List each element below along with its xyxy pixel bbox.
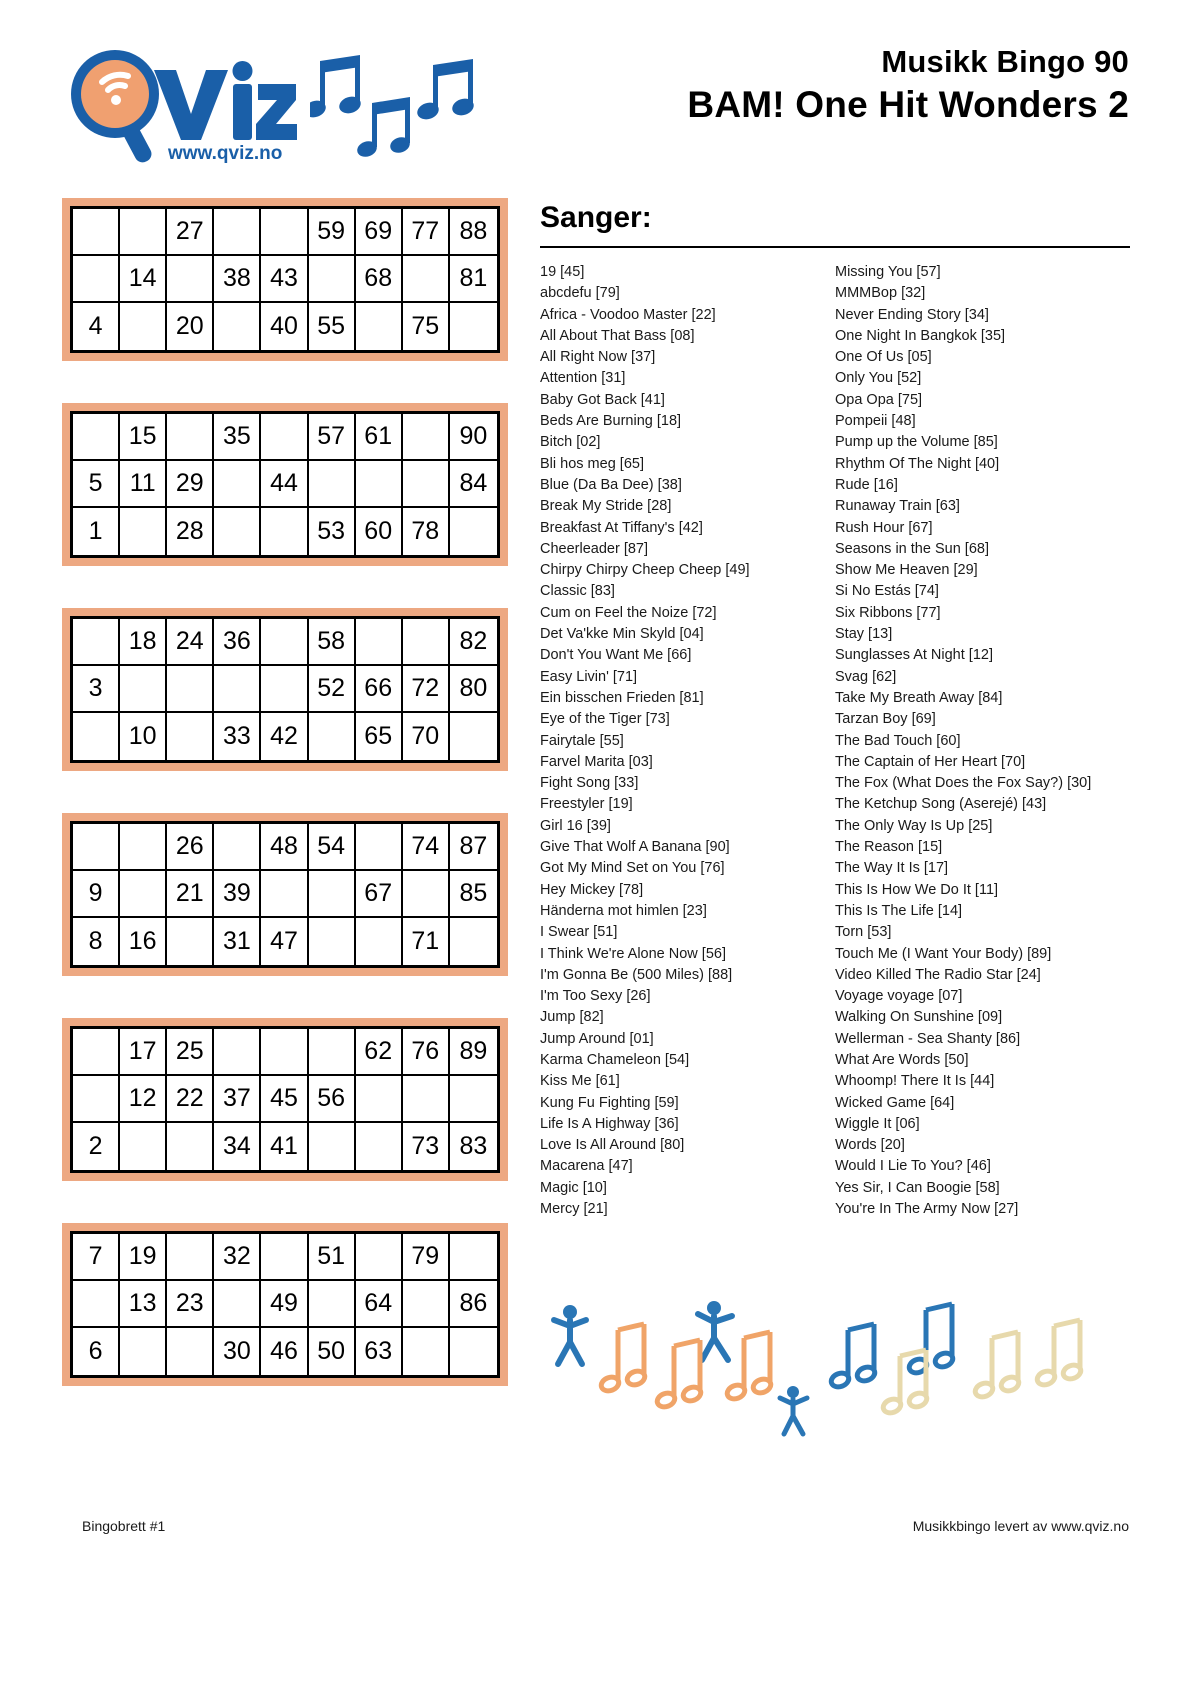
bingo-number-cell[interactable]: 20 — [167, 303, 214, 350]
song-list-item: Whoomp! There It Is [44] — [835, 1073, 995, 1090]
bingo-number-cell[interactable]: 16 — [120, 918, 167, 965]
bingo-empty-cell[interactable] — [167, 256, 214, 303]
bingo-empty-cell[interactable] — [450, 1234, 497, 1281]
song-list-item: Jump [82] — [540, 1009, 604, 1026]
bingo-empty-cell[interactable] — [356, 1234, 403, 1281]
bingo-number-cell[interactable]: 6 — [73, 1328, 120, 1375]
song-list-item: Kiss Me [61] — [540, 1073, 620, 1090]
bingo-number-cell[interactable]: 56 — [309, 1076, 356, 1123]
dancers-and-notes-decoration — [548, 1290, 1108, 1450]
bingo-empty-cell[interactable] — [309, 1123, 356, 1170]
bingo-empty-cell[interactable] — [73, 1076, 120, 1123]
song-list-item: The Way It Is [17] — [835, 860, 949, 877]
bingo-number-cell[interactable]: 2 — [73, 1123, 120, 1170]
bingo-empty-cell[interactable] — [167, 918, 214, 965]
song-list-item: Cum on Feel the Noize [72] — [540, 604, 717, 621]
songs-column-right — [835, 262, 1130, 1220]
bingo-empty-cell[interactable] — [120, 303, 167, 350]
bingo-empty-cell[interactable] — [403, 871, 450, 918]
bingo-empty-cell[interactable] — [309, 1281, 356, 1328]
bingo-number-cell[interactable]: 66 — [356, 666, 403, 713]
bingo-empty-cell[interactable] — [356, 461, 403, 508]
bingo-number-cell[interactable]: 88 — [450, 209, 497, 256]
bingo-card-grid — [70, 821, 500, 968]
bingo-empty-cell[interactable] — [261, 414, 308, 461]
song-list-item: Det Va'kke Min Skyld [04] — [540, 626, 704, 643]
bingo-empty-cell[interactable] — [120, 871, 167, 918]
bingo-empty-cell[interactable] — [309, 1029, 356, 1076]
song-list-item: Opa Opa [75] — [835, 391, 923, 408]
bingo-empty-cell[interactable] — [167, 713, 214, 760]
bingo-empty-cell[interactable] — [120, 209, 167, 256]
song-list-item: Si No Estás [74] — [835, 583, 939, 600]
bingo-empty-cell[interactable] — [73, 414, 120, 461]
bingo-empty-cell[interactable] — [356, 1123, 403, 1170]
song-list-item: Only You [52] — [835, 370, 922, 387]
bingo-empty-cell[interactable] — [450, 303, 497, 350]
bingo-empty-cell[interactable] — [403, 619, 450, 666]
song-list-item: Sunglasses At Night [12] — [835, 647, 993, 664]
page-header — [0, 0, 1191, 190]
bingo-card — [62, 198, 508, 361]
song-list-item: Stay [13] — [835, 626, 893, 643]
bingo-empty-cell[interactable] — [214, 508, 261, 555]
bingo-card-grid — [70, 616, 500, 763]
bingo-number-cell[interactable]: 5 — [73, 461, 120, 508]
songs-heading: Sanger: — [540, 201, 652, 234]
bingo-number-cell[interactable]: 47 — [261, 918, 308, 965]
song-list-item: The Fox (What Does the Fox Say?) [30] — [835, 775, 1092, 792]
bingo-empty-cell[interactable] — [261, 1029, 308, 1076]
song-list-item: Fairytale [55] — [540, 732, 624, 749]
bingo-empty-cell[interactable] — [167, 666, 214, 713]
bingo-number-cell[interactable]: 78 — [403, 508, 450, 555]
bingo-empty-cell[interactable] — [167, 1234, 214, 1281]
bingo-empty-cell[interactable] — [214, 303, 261, 350]
song-list-item: Life Is A Highway [36] — [540, 1115, 679, 1132]
song-list-item: The Reason [15] — [835, 839, 943, 856]
song-list-item: Video Killed The Radio Star [24] — [835, 966, 1041, 983]
song-list-item: I'm Too Sexy [26] — [540, 988, 651, 1005]
bingo-number-cell[interactable]: 35 — [214, 414, 261, 461]
song-list-item: Got My Mind Set on You [76] — [540, 860, 725, 877]
bingo-number-cell[interactable]: 84 — [450, 461, 497, 508]
bingo-empty-cell[interactable] — [120, 1123, 167, 1170]
song-list-item: The Only Way Is Up [25] — [835, 817, 993, 834]
song-list-item: Would I Lie To You? [46] — [835, 1158, 991, 1175]
bingo-number-cell[interactable]: 85 — [450, 871, 497, 918]
bingo-number-cell[interactable]: 79 — [403, 1234, 450, 1281]
bingo-number-cell[interactable]: 58 — [309, 619, 356, 666]
bingo-empty-cell[interactable] — [356, 918, 403, 965]
song-list-item: Show Me Heaven [29] — [835, 562, 978, 579]
bingo-empty-cell[interactable] — [403, 256, 450, 303]
footer-sheet-id: Bingobrett #1 — [82, 1518, 166, 1534]
bingo-empty-cell[interactable] — [356, 824, 403, 871]
song-list-item: Chirpy Chirpy Cheep Cheep [49] — [540, 562, 750, 579]
song-list-item: What Are Words [50] — [835, 1051, 969, 1068]
bingo-empty-cell[interactable] — [73, 1029, 120, 1076]
title-line-2: BAM! One Hit Wonders 2 — [687, 84, 1129, 125]
song-list-item: Give That Wolf A Banana [90] — [540, 839, 730, 856]
bingo-empty-cell[interactable] — [403, 1328, 450, 1375]
song-list-item: Svag [62] — [835, 668, 897, 685]
bingo-number-cell[interactable]: 27 — [167, 209, 214, 256]
dancing-notes-icon — [548, 1290, 1108, 1450]
song-list-item: Händerna mot himlen [23] — [540, 902, 707, 919]
song-list-item: Missing You [57] — [835, 264, 941, 280]
bingo-number-cell[interactable]: 15 — [120, 414, 167, 461]
bingo-number-cell[interactable]: 41 — [261, 1123, 308, 1170]
bingo-empty-cell[interactable] — [450, 918, 497, 965]
title-line-1: Musikk Bingo 90 — [881, 44, 1129, 79]
song-list-item: Love Is All Around [80] — [540, 1137, 685, 1154]
bingo-card — [62, 608, 508, 771]
bingo-empty-cell[interactable] — [261, 1234, 308, 1281]
song-list-item: I Swear [51] — [540, 924, 618, 941]
song-list-item: Walking On Sunshine [09] — [835, 1009, 1003, 1026]
bingo-number-cell[interactable]: 7 — [73, 1234, 120, 1281]
bingo-empty-cell[interactable] — [120, 666, 167, 713]
bingo-number-cell[interactable]: 45 — [261, 1076, 308, 1123]
bingo-number-cell[interactable]: 19 — [120, 1234, 167, 1281]
bingo-empty-cell[interactable] — [356, 1076, 403, 1123]
bingo-number-cell[interactable]: 8 — [73, 918, 120, 965]
song-list-item: MMMBop [32] — [835, 285, 926, 302]
bingo-number-cell[interactable]: 63 — [356, 1328, 403, 1375]
bingo-empty-cell[interactable] — [167, 414, 214, 461]
bingo-number-cell[interactable]: 67 — [356, 871, 403, 918]
bingo-number-cell[interactable]: 69 — [356, 209, 403, 256]
bingo-number-cell[interactable]: 33 — [214, 713, 261, 760]
bingo-number-cell[interactable]: 30 — [214, 1328, 261, 1375]
bingo-number-cell[interactable]: 60 — [356, 508, 403, 555]
bingo-number-cell[interactable]: 13 — [120, 1281, 167, 1328]
song-list-item: Break My Stride [28] — [540, 498, 672, 515]
song-list-item: Wellerman - Sea Shanty [86] — [835, 1030, 1021, 1047]
bingo-empty-cell[interactable] — [214, 1029, 261, 1076]
bingo-number-cell[interactable]: 50 — [309, 1328, 356, 1375]
bingo-empty-cell[interactable] — [403, 1281, 450, 1328]
page-footer — [0, 1518, 1191, 1558]
song-list-item: Runaway Train [63] — [835, 498, 960, 515]
song-list-item: The Bad Touch [60] — [835, 732, 961, 749]
bingo-empty-cell[interactable] — [120, 824, 167, 871]
bingo-empty-cell[interactable] — [261, 508, 308, 555]
bingo-empty-cell[interactable] — [309, 918, 356, 965]
bingo-empty-cell[interactable] — [309, 461, 356, 508]
song-list-item: 19 [45] — [540, 264, 585, 280]
music-notes-decoration — [310, 55, 500, 170]
bingo-empty-cell[interactable] — [214, 1281, 261, 1328]
song-list-item: This Is The Life [14] — [835, 902, 963, 919]
song-list-item: Pump up the Volume [85] — [835, 434, 998, 451]
bingo-empty-cell[interactable] — [73, 256, 120, 303]
bingo-number-cell[interactable]: 90 — [450, 414, 497, 461]
bingo-empty-cell[interactable] — [261, 619, 308, 666]
song-list-item: Rush Hour [67] — [835, 519, 933, 536]
bingo-number-cell[interactable]: 76 — [403, 1029, 450, 1076]
bingo-empty-cell[interactable] — [309, 713, 356, 760]
bingo-number-cell[interactable]: 77 — [403, 209, 450, 256]
bingo-number-cell[interactable]: 57 — [309, 414, 356, 461]
song-list-item: I Think We're Alone Now [56] — [540, 945, 726, 962]
song-list-item: Eye of the Tiger [73] — [540, 711, 670, 728]
bingo-number-cell[interactable]: 36 — [214, 619, 261, 666]
bingo-number-cell[interactable]: 82 — [450, 619, 497, 666]
bingo-number-cell[interactable]: 34 — [214, 1123, 261, 1170]
song-list-item: Torn [53] — [835, 924, 892, 941]
songs-divider — [540, 246, 1130, 248]
bingo-card-grid — [70, 411, 500, 558]
song-list-item: Bitch [02] — [540, 434, 601, 451]
bingo-number-cell[interactable]: 75 — [403, 303, 450, 350]
bingo-card-grid — [70, 1026, 500, 1173]
bingo-number-cell[interactable]: 17 — [120, 1029, 167, 1076]
bingo-cards-list — [62, 198, 508, 1386]
song-list-item: Beds Are Burning [18] — [540, 413, 682, 430]
song-list-item: One Of Us [05] — [835, 349, 932, 366]
bingo-empty-cell[interactable] — [167, 1328, 214, 1375]
song-list-item: You're In The Army Now [27] — [835, 1201, 1019, 1218]
bingo-number-cell[interactable]: 23 — [167, 1281, 214, 1328]
song-list-item: Farvel Marita [03] — [540, 753, 653, 770]
bingo-empty-cell[interactable] — [167, 1123, 214, 1170]
song-list-item: Baby Got Back [41] — [540, 391, 665, 408]
bingo-empty-cell[interactable] — [214, 824, 261, 871]
songs-panel — [540, 200, 1130, 1220]
page-title — [687, 42, 1129, 128]
qviz-logo-icon — [58, 42, 298, 167]
bingo-empty-cell[interactable] — [403, 461, 450, 508]
song-list-item: Fight Song [33] — [540, 775, 639, 792]
bingo-empty-cell[interactable] — [356, 619, 403, 666]
song-list-item: Ein bisschen Frieden [81] — [540, 689, 704, 706]
song-list-item: Breakfast At Tiffany's [42] — [540, 519, 703, 536]
song-list-item: Don't You Want Me [66] — [540, 647, 692, 664]
bingo-card — [62, 1018, 508, 1181]
bingo-number-cell[interactable]: 86 — [450, 1281, 497, 1328]
bingo-number-cell[interactable]: 43 — [261, 256, 308, 303]
bingo-number-cell[interactable]: 31 — [214, 918, 261, 965]
song-list-item: Cheerleader [87] — [540, 540, 649, 557]
bingo-empty-cell[interactable] — [73, 1281, 120, 1328]
song-list-item: All About That Bass [08] — [540, 327, 695, 344]
bingo-number-cell[interactable]: 32 — [214, 1234, 261, 1281]
bingo-number-cell[interactable]: 87 — [450, 824, 497, 871]
song-list-item: Macarena [47] — [540, 1158, 633, 1175]
song-list-item: Seasons in the Sun [68] — [835, 540, 989, 557]
song-list-item: Classic [83] — [540, 583, 615, 600]
bingo-card-grid — [70, 206, 500, 353]
bingo-number-cell[interactable]: 9 — [73, 871, 120, 918]
bingo-empty-cell[interactable] — [403, 1076, 450, 1123]
footer-provider: Musikkbingo levert av www.qviz.no — [912, 1518, 1129, 1534]
song-list-item: I'm Gonna Be (500 Miles) [88] — [540, 966, 733, 983]
bingo-number-cell[interactable]: 39 — [214, 871, 261, 918]
bingo-number-cell[interactable]: 1 — [73, 508, 120, 555]
qviz-logo-url: www.qviz.no — [168, 143, 283, 164]
song-list-item: Freestyler [19] — [540, 796, 633, 813]
bingo-empty-cell[interactable] — [450, 508, 497, 555]
bingo-number-cell[interactable]: 64 — [356, 1281, 403, 1328]
bingo-number-cell[interactable]: 12 — [120, 1076, 167, 1123]
bingo-empty-cell[interactable] — [403, 414, 450, 461]
bingo-number-cell[interactable]: 80 — [450, 666, 497, 713]
bingo-empty-cell[interactable] — [120, 508, 167, 555]
bingo-card — [62, 1223, 508, 1386]
bingo-empty-cell[interactable] — [73, 619, 120, 666]
bingo-empty-cell[interactable] — [309, 871, 356, 918]
song-list-item: abcdefu [79] — [540, 285, 620, 302]
song-list-item: Girl 16 [39] — [540, 817, 611, 834]
bingo-number-cell[interactable]: 73 — [403, 1123, 450, 1170]
bingo-empty-cell[interactable] — [356, 303, 403, 350]
bingo-number-cell[interactable]: 38 — [214, 256, 261, 303]
song-list-item: All Right Now [37] — [540, 349, 656, 366]
song-list-item: Rude [16] — [835, 476, 898, 493]
bingo-number-cell[interactable]: 14 — [120, 256, 167, 303]
songs-column-left — [540, 262, 835, 1220]
bingo-empty-cell[interactable] — [261, 666, 308, 713]
bingo-number-cell[interactable]: 21 — [167, 871, 214, 918]
bingo-number-cell[interactable]: 37 — [214, 1076, 261, 1123]
bingo-number-cell[interactable]: 53 — [309, 508, 356, 555]
song-list-item: Blue (Da Ba Dee) [38] — [540, 476, 682, 493]
bingo-number-cell[interactable]: 28 — [167, 508, 214, 555]
bingo-empty-cell[interactable] — [120, 1328, 167, 1375]
bingo-number-cell[interactable]: 70 — [403, 713, 450, 760]
song-list-item: Wiggle It [06] — [835, 1115, 920, 1132]
bingo-number-cell[interactable]: 61 — [356, 414, 403, 461]
bingo-number-cell[interactable]: 74 — [403, 824, 450, 871]
bingo-empty-cell[interactable] — [73, 209, 120, 256]
song-list-item: Words [20] — [835, 1137, 905, 1154]
bingo-number-cell[interactable]: 26 — [167, 824, 214, 871]
bingo-empty-cell[interactable] — [309, 256, 356, 303]
bingo-number-cell[interactable]: 44 — [261, 461, 308, 508]
bingo-empty-cell[interactable] — [261, 209, 308, 256]
bingo-empty-cell[interactable] — [450, 1076, 497, 1123]
song-list-item: Attention [31] — [540, 370, 626, 387]
bingo-empty-cell[interactable] — [450, 713, 497, 760]
bingo-number-cell[interactable]: 65 — [356, 713, 403, 760]
bingo-number-cell[interactable]: 24 — [167, 619, 214, 666]
song-list-item: Never Ending Story [34] — [835, 306, 989, 323]
qviz-logo — [58, 42, 298, 167]
song-list-item: Africa - Voodoo Master [22] — [540, 306, 716, 323]
bingo-number-cell[interactable]: 42 — [261, 713, 308, 760]
song-list-item: One Night In Bangkok [35] — [835, 327, 1006, 344]
song-list-item: Kung Fu Fighting [59] — [540, 1094, 679, 1111]
song-list-item: Easy Livin' [71] — [540, 668, 638, 685]
song-list-item: Touch Me (I Want Your Body) [89] — [835, 945, 1052, 962]
song-list-item: The Captain of Her Heart [70] — [835, 753, 1026, 770]
bingo-number-cell[interactable]: 29 — [167, 461, 214, 508]
bingo-number-cell[interactable]: 68 — [356, 256, 403, 303]
song-list-item: Karma Chameleon [54] — [540, 1051, 690, 1068]
bingo-number-cell[interactable]: 81 — [450, 256, 497, 303]
song-list-item: Voyage voyage [07] — [835, 988, 963, 1005]
song-list-item: Magic [10] — [540, 1179, 607, 1196]
song-list-item: Rhythm Of The Night [40] — [835, 455, 1000, 472]
song-list-item: Yes Sir, I Can Boogie [58] — [835, 1179, 1000, 1196]
bingo-number-cell[interactable]: 71 — [403, 918, 450, 965]
bingo-number-cell[interactable]: 59 — [309, 209, 356, 256]
song-list-item: Jump Around [01] — [540, 1030, 654, 1047]
bingo-card — [62, 403, 508, 566]
bingo-card — [62, 813, 508, 976]
bingo-empty-cell[interactable] — [214, 461, 261, 508]
bingo-empty-cell[interactable] — [73, 713, 120, 760]
song-list-item: Tarzan Boy [69] — [835, 711, 936, 728]
song-list-item: Take My Breath Away [84] — [835, 689, 1003, 706]
bingo-number-cell[interactable]: 3 — [73, 666, 120, 713]
bingo-number-cell[interactable]: 46 — [261, 1328, 308, 1375]
bingo-number-cell[interactable]: 11 — [120, 461, 167, 508]
bingo-number-cell[interactable]: 18 — [120, 619, 167, 666]
song-list-item: The Ketchup Song (Aserejé) [43] — [835, 796, 1047, 813]
bingo-empty-cell[interactable] — [214, 666, 261, 713]
bingo-number-cell[interactable]: 49 — [261, 1281, 308, 1328]
bingo-empty-cell[interactable] — [73, 824, 120, 871]
bingo-number-cell[interactable]: 89 — [450, 1029, 497, 1076]
bingo-empty-cell[interactable] — [450, 1328, 497, 1375]
bingo-number-cell[interactable]: 54 — [309, 824, 356, 871]
bingo-number-cell[interactable]: 10 — [120, 713, 167, 760]
bingo-number-cell[interactable]: 51 — [309, 1234, 356, 1281]
bingo-number-cell[interactable]: 25 — [167, 1029, 214, 1076]
bingo-empty-cell[interactable] — [214, 209, 261, 256]
bingo-number-cell[interactable]: 40 — [261, 303, 308, 350]
song-list-item: Mercy [21] — [540, 1201, 608, 1218]
bingo-number-cell[interactable]: 4 — [73, 303, 120, 350]
song-list-item: Bli hos meg [65] — [540, 455, 644, 472]
song-list-item: Hey Mickey [78] — [540, 881, 644, 898]
song-list-item: Six Ribbons [77] — [835, 604, 941, 621]
bingo-number-cell[interactable]: 52 — [309, 666, 356, 713]
bingo-empty-cell[interactable] — [261, 871, 308, 918]
music-note-icon — [310, 55, 500, 170]
bingo-number-cell[interactable]: 72 — [403, 666, 450, 713]
song-list-item: Wicked Game [64] — [835, 1094, 955, 1111]
bingo-number-cell[interactable]: 83 — [450, 1123, 497, 1170]
bingo-number-cell[interactable]: 48 — [261, 824, 308, 871]
bingo-number-cell[interactable]: 55 — [309, 303, 356, 350]
bingo-number-cell[interactable]: 62 — [356, 1029, 403, 1076]
bingo-number-cell[interactable]: 22 — [167, 1076, 214, 1123]
song-list-item: This Is How We Do It [11] — [835, 881, 999, 898]
bingo-card-grid — [70, 1231, 500, 1378]
song-list-item: Pompeii [48] — [835, 413, 916, 430]
